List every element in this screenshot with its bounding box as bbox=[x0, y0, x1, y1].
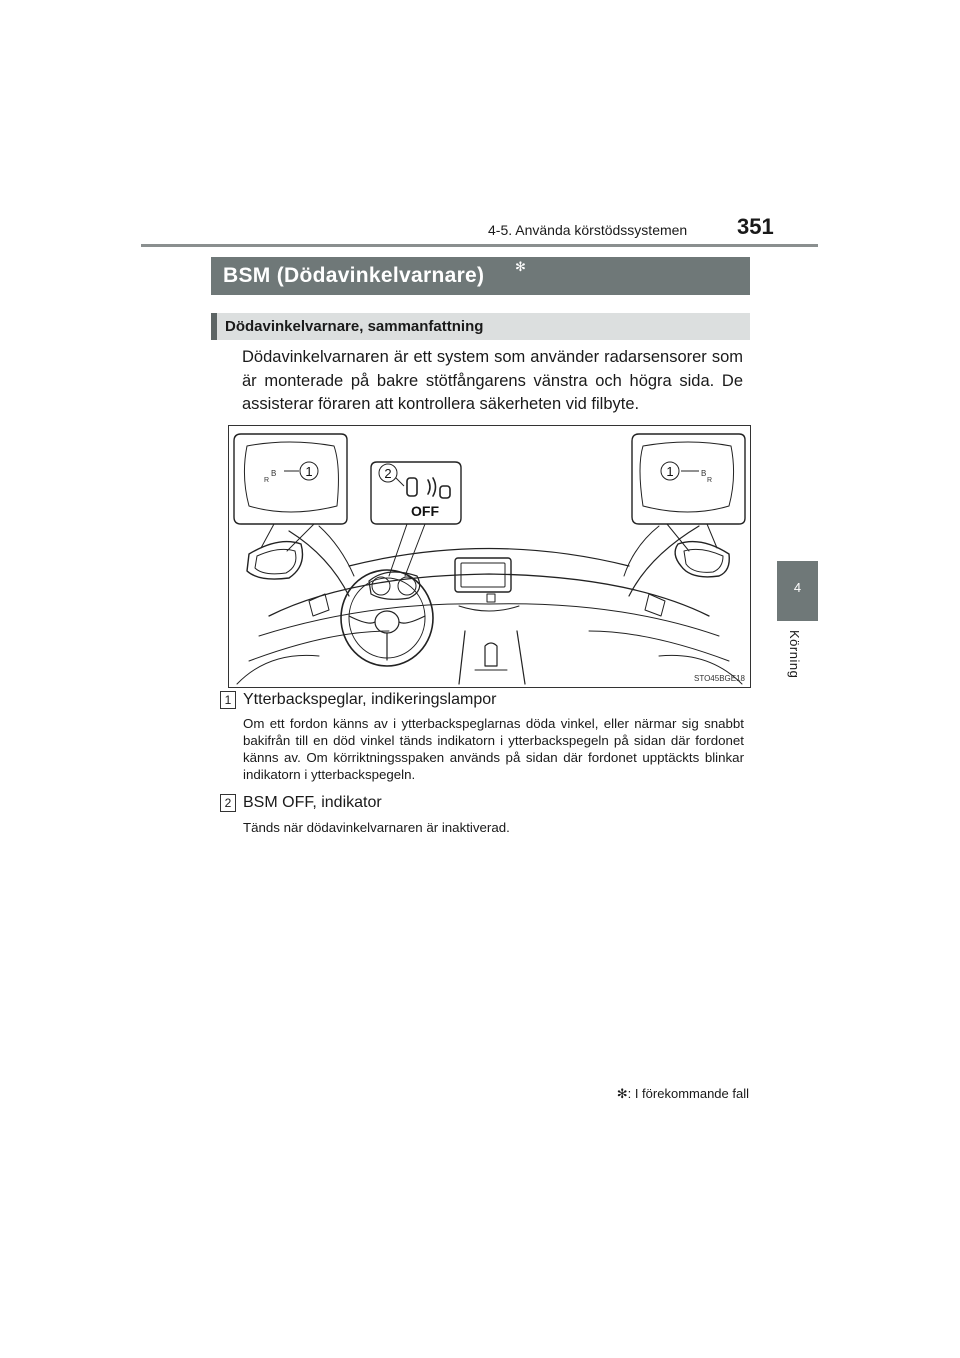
header-rule bbox=[141, 244, 818, 247]
dashboard-illustration-svg bbox=[229, 426, 750, 687]
item-1-title: Ytterbackspeglar, indikeringslampor bbox=[243, 691, 497, 708]
intro-paragraph: Dödavinkelvarnaren är ett system som använder radarsensorer som är monterade på bakre stötfångarens vänstra och högra sida. De assisterar föraren att kontrollera säkerheten vid filbyte. bbox=[242, 348, 743, 413]
right-mirror bbox=[675, 542, 729, 577]
left-mirror-indicator-label: B bbox=[271, 469, 277, 478]
page-number: 351 bbox=[737, 214, 774, 239]
subtitle-accent bbox=[211, 313, 217, 340]
chapter-tab-number: 4 bbox=[793, 580, 802, 595]
callout-2: 2 bbox=[384, 466, 392, 481]
running-header-section: 4-5. Använda körstödssystemen bbox=[488, 222, 688, 238]
right-mirror-indicator-label: B bbox=[701, 469, 707, 478]
left-mirror-indicator-sub: R bbox=[264, 477, 270, 484]
callout-1-left: 1 bbox=[305, 464, 313, 479]
item-2-number: 2 bbox=[220, 794, 236, 812]
callout-1-right: 1 bbox=[666, 464, 674, 479]
item-1-text: Om ett fordon känns av i ytterbackspeglarnas döda vinkel, eller närmar sig snabbt bakifrån till en död vinkel tänds indikatorn i ytterbackspegeln på sidan där fordonet känns av. Om körriktningsspaken används på sidan där fordonet upptäckts blinkar indikatorn i ytterbackspegeln. bbox=[243, 716, 744, 782]
item-1-number: 1 bbox=[220, 691, 236, 709]
item-2-text: Tänds när dödavinkelvarnaren är inaktiverad. bbox=[243, 820, 510, 835]
left-mirror-callout bbox=[234, 434, 347, 524]
dashboard-illustration bbox=[228, 425, 751, 688]
right-mirror-callout bbox=[632, 434, 745, 524]
right-mirror-indicator-sub: R bbox=[707, 477, 713, 484]
figure-code: STO45BGE18 bbox=[694, 674, 745, 683]
bsm-off-label: OFF bbox=[411, 503, 439, 519]
subtitle: Dödavinkelvarnare, sammanfattning bbox=[225, 318, 484, 335]
instrument-cluster bbox=[369, 572, 420, 599]
footnote: ✻: I förekommande fall bbox=[616, 1086, 749, 1101]
title-footnote-star: ✻ bbox=[515, 259, 526, 274]
item-2-title: BSM OFF, indikator bbox=[243, 794, 382, 811]
page-title: BSM (Dödavinkelvarnare) bbox=[223, 264, 485, 287]
chapter-tab-label: Körning bbox=[787, 630, 802, 679]
